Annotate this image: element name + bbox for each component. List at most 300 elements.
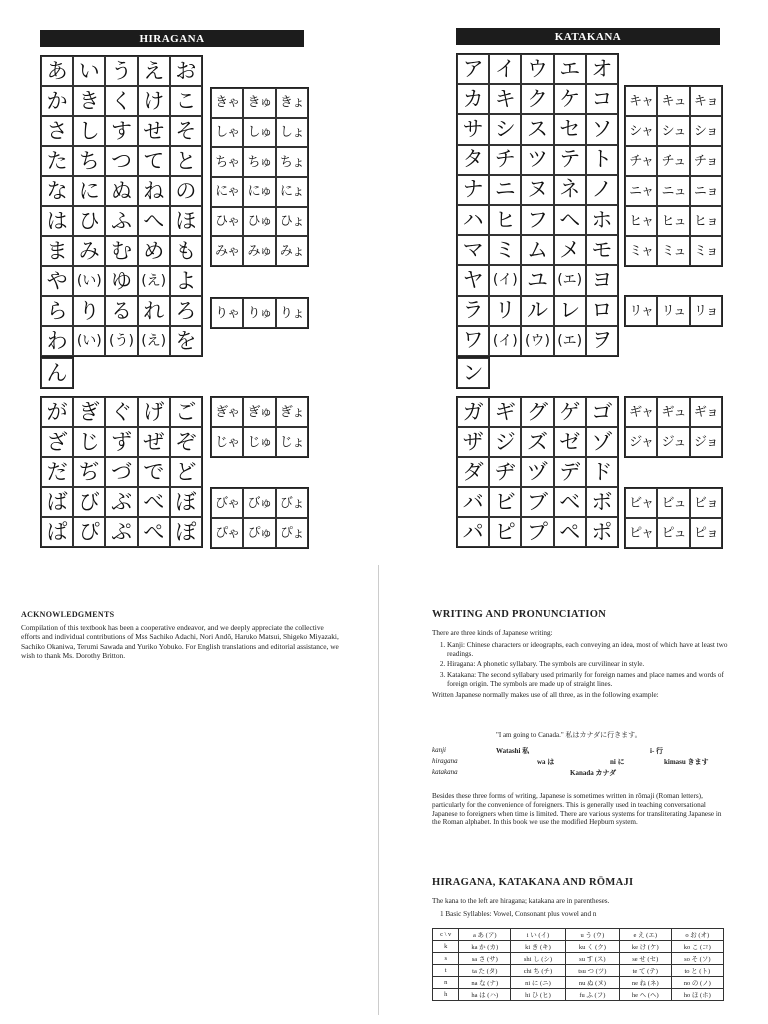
writing-example-block xyxy=(432,730,728,780)
kana-cell: りょ xyxy=(276,298,308,328)
romaji-cell: ki き (キ) xyxy=(511,941,566,953)
kana-cell: ば xyxy=(41,487,73,517)
romaji-row-consonant: s xyxy=(433,953,459,965)
hiragana-banner: HIRAGANA xyxy=(40,30,304,47)
kana-cell: びょ xyxy=(276,488,308,518)
romaji-cell: chi ち (チ) xyxy=(511,965,566,977)
katakana-combo-grid xyxy=(624,85,723,267)
kana-cell: ビュ xyxy=(657,488,689,518)
writing-intro: There are three kinds of Japanese writing: xyxy=(432,629,553,637)
word-watashi: Watashi 私 xyxy=(496,747,530,755)
kana-cell: ポ xyxy=(586,517,618,547)
romaji-cell: no の (ノ) xyxy=(671,977,723,989)
kana-cell: リョ xyxy=(690,296,722,326)
kana-cell: ぎゅ xyxy=(243,397,275,427)
kana-cell: ム xyxy=(521,235,553,265)
kana-cell: りゅ xyxy=(243,298,275,328)
kana-cell: ビョ xyxy=(690,488,722,518)
romaji-cell: na な (ナ) xyxy=(459,977,511,989)
kana-cell: げ xyxy=(138,397,170,427)
kana-cell: オ xyxy=(586,54,618,84)
kana-cell: ゲ xyxy=(554,397,586,427)
kana-cell: ネ xyxy=(554,175,586,205)
kana-cell: ハ xyxy=(457,205,489,235)
romaji-header-cell: a あ (ア) xyxy=(459,929,511,941)
romaji-header-row xyxy=(433,929,724,941)
romaji-cell: su す (ス) xyxy=(565,953,619,965)
kana-cell: ヘ xyxy=(554,205,586,235)
kana-cell: (エ) xyxy=(554,326,586,356)
example-sentence: "I am going to Canada." 私はカナダに行きます。 xyxy=(496,731,642,739)
kana-cell: て xyxy=(138,146,170,176)
kana-cell: ズ xyxy=(521,427,553,457)
kana-cell: ら xyxy=(41,296,73,326)
kana-cell: ジ xyxy=(489,427,521,457)
writing-normal: Written Japanese normally makes use of all three, as in the following example: xyxy=(432,690,659,699)
kana-cell: み xyxy=(73,236,105,266)
romaji-row-consonant: k xyxy=(433,941,459,953)
kana-cell: す xyxy=(105,116,137,146)
kana-cell: しゅ xyxy=(243,118,275,148)
kana-cell: ほ xyxy=(170,206,202,236)
kana-cell: ひ xyxy=(73,206,105,236)
kana-cell: ゴ xyxy=(586,397,618,427)
romaji-row-consonant: t xyxy=(433,965,459,977)
kana-cell: りゃ xyxy=(211,298,243,328)
kana-cell: ろ xyxy=(170,296,202,326)
kana-cell: ち xyxy=(73,146,105,176)
kana-cell: リュ xyxy=(657,296,689,326)
romaji-cell: ta た (タ) xyxy=(459,965,511,977)
kana-cell: シュ xyxy=(657,116,689,146)
kana-cell: べ xyxy=(138,487,170,517)
kana-cell: (い) xyxy=(73,326,105,356)
kana-cell: ビ xyxy=(489,487,521,517)
kana-cell: ピュ xyxy=(657,518,689,548)
katakana-voiced-combo-grid-2 xyxy=(624,487,723,549)
romaji-cell: ha は (ハ) xyxy=(459,989,511,1001)
romaji-row xyxy=(433,989,724,1001)
katakana-basic-grid xyxy=(456,53,619,357)
kana-cell: キョ xyxy=(690,86,722,116)
romaji-row-consonant: n xyxy=(433,977,459,989)
kana-cell: ご xyxy=(170,397,202,427)
kana-cell: ジョ xyxy=(690,427,722,457)
kana-cell: こ xyxy=(170,86,202,116)
kana-cell: みゅ xyxy=(243,236,275,266)
kana-cell: え xyxy=(138,56,170,86)
kana-cell: ぴょ xyxy=(276,518,308,548)
kana-cell: あ xyxy=(41,56,73,86)
kana-cell: ぎ xyxy=(73,397,105,427)
writing-list xyxy=(432,641,728,689)
kana-cell: ノ xyxy=(586,175,618,205)
kana-cell: ぢ xyxy=(73,457,105,487)
romaji-cell: fu ふ (フ) xyxy=(565,989,619,1001)
kana-cell: ヒュ xyxy=(657,206,689,236)
kana-cell: ぱ xyxy=(41,517,73,547)
romaji-cell: tsu つ (ツ) xyxy=(565,965,619,977)
romaji-sub: 1 Basic Syllables: Vowel, Consonant plus vowel and n xyxy=(440,910,597,918)
kana-cell: ラ xyxy=(457,296,489,326)
page-fold xyxy=(378,565,379,1015)
kana-cell: ザ xyxy=(457,427,489,457)
kana-cell: チ xyxy=(489,145,521,175)
romaji-cell: he へ (ヘ) xyxy=(619,989,671,1001)
kana-cell: な xyxy=(41,176,73,206)
kana-cell: か xyxy=(41,86,73,116)
kana-cell: ヌ xyxy=(521,175,553,205)
kana-cell: め xyxy=(138,236,170,266)
katakana-voiced-grid xyxy=(456,396,619,548)
romaji-header-corner: c \ v xyxy=(433,929,459,941)
kana-cell: う xyxy=(105,56,137,86)
kana-cell: だ xyxy=(41,457,73,487)
kana-cell: ひゃ xyxy=(211,207,243,237)
kana-cell: カ xyxy=(457,84,489,114)
kana-cell: テ xyxy=(554,145,586,175)
kana-cell: キャ xyxy=(625,86,657,116)
kana-cell: シ xyxy=(489,114,521,144)
kana-cell: キ xyxy=(489,84,521,114)
romaji-cell: ni に (ニ) xyxy=(511,977,566,989)
romaji-cell: ne ね (ネ) xyxy=(619,977,671,989)
writing-title: WRITING AND PRONUNCIATION xyxy=(432,609,607,620)
kana-cell: に xyxy=(73,176,105,206)
kana-cell: ヲ xyxy=(586,326,618,356)
writing-item-katakana: 3. Katakana: The second syllabary used primarily for foreign names and place names and words of foreign origin. The symbols are made up of straight lines. xyxy=(447,671,728,689)
kana-cell: プ xyxy=(521,517,553,547)
kana-cell: セ xyxy=(554,114,586,144)
kana-cell: ジュ xyxy=(657,427,689,457)
romaji-cell: ko こ (コ) xyxy=(671,941,723,953)
kana-cell: ヒ xyxy=(489,205,521,235)
romaji-cell: hi ひ (ヒ) xyxy=(511,989,566,1001)
kana-cell: ソ xyxy=(586,114,618,144)
kana-cell: ヒョ xyxy=(690,206,722,236)
kana-cell: ヤ xyxy=(457,265,489,295)
kana-cell: も xyxy=(170,236,202,266)
kana-cell: む xyxy=(105,236,137,266)
kana-cell: じょ xyxy=(276,427,308,457)
katakana-voiced-combo-grid-1 xyxy=(624,396,723,458)
kana-cell: ぺ xyxy=(138,517,170,547)
kana-cell: レ xyxy=(554,296,586,326)
kana-cell: せ xyxy=(138,116,170,146)
kana-cell: ロ xyxy=(586,296,618,326)
kana-cell: と xyxy=(170,146,202,176)
kana-cell: ど xyxy=(170,457,202,487)
romaji-cell: to と (ト) xyxy=(671,965,723,977)
acknowledgments-title: ACKNOWLEDGMENTS xyxy=(21,610,115,619)
kana-cell: キュ xyxy=(657,86,689,116)
kana-cell: ウ xyxy=(521,54,553,84)
writing-item-hiragana: 2. Hiragana: A phonetic syllabary. The symbols are curvilinear in style. xyxy=(447,660,728,669)
kana-cell: ぴゃ xyxy=(211,518,243,548)
hiragana-voiced-combo-grid-1 xyxy=(210,396,309,458)
hiragana-combo-grid xyxy=(210,87,309,267)
hiragana-basic-grid xyxy=(40,55,203,357)
label-katakana: katakana xyxy=(432,768,458,776)
kana-cell: ス xyxy=(521,114,553,144)
kana-cell: を xyxy=(170,326,202,356)
kana-cell: ぼ xyxy=(170,487,202,517)
kana-cell: お xyxy=(170,56,202,86)
kana-cell: チュ xyxy=(657,146,689,176)
katakana-combo-r-grid xyxy=(624,295,723,327)
kana-cell: モ xyxy=(586,235,618,265)
romaji-note: The kana to the left are hiragana; katakana are in parentheses. xyxy=(432,897,610,905)
kana-cell: ペ xyxy=(554,517,586,547)
romaji-cell: ke け (ケ) xyxy=(619,941,671,953)
kana-cell: チョ xyxy=(690,146,722,176)
romaji-header-cell: e え (エ) xyxy=(619,929,671,941)
kana-cell: ぽ xyxy=(170,517,202,547)
hiragana-combo-r-grid xyxy=(210,297,309,329)
kana-cell: びゅ xyxy=(243,488,275,518)
kana-cell: ピ xyxy=(489,517,521,547)
kana-cell: ぬ xyxy=(105,176,137,206)
word-wa: wa は xyxy=(537,758,555,766)
kana-cell: ピョ xyxy=(690,518,722,548)
kana-cell: ヂ xyxy=(489,457,521,487)
romaji-row xyxy=(433,953,724,965)
kana-cell: ちゃ xyxy=(211,147,243,177)
romaji-cell: nu ぬ (ヌ) xyxy=(565,977,619,989)
kana-cell: ニュ xyxy=(657,176,689,206)
kana-cell: じゅ xyxy=(243,427,275,457)
kana-cell: ミョ xyxy=(690,236,722,266)
kana-cell: ボ xyxy=(586,487,618,517)
kana-cell: パ xyxy=(457,517,489,547)
romaji-row xyxy=(433,977,724,989)
kana-cell: づ xyxy=(105,457,137,487)
kana-cell: しゃ xyxy=(211,118,243,148)
romaji-header-cell: i い (イ) xyxy=(511,929,566,941)
kana-cell: ツ xyxy=(521,145,553,175)
kana-cell: し xyxy=(73,116,105,146)
kana-cell: イ xyxy=(489,54,521,84)
kana-cell: わ xyxy=(41,326,73,356)
kana-cell: ミュ xyxy=(657,236,689,266)
hiragana-voiced-grid xyxy=(40,396,203,548)
kana-cell: リャ xyxy=(625,296,657,326)
kana-cell: みょ xyxy=(276,236,308,266)
word-kanada: Kanada カナダ xyxy=(570,769,617,777)
kana-cell: ぴゅ xyxy=(243,518,275,548)
romaji-table xyxy=(432,928,724,1001)
kana-cell: ガ xyxy=(457,397,489,427)
romaji-row xyxy=(433,965,724,977)
kana-cell: ワ xyxy=(457,326,489,356)
kana-cell: ア xyxy=(457,54,489,84)
kana-cell: ミ xyxy=(489,235,521,265)
kana-cell: ね xyxy=(138,176,170,206)
kana-cell: シャ xyxy=(625,116,657,146)
kana-cell: ギュ xyxy=(657,397,689,427)
kana-cell: ギ xyxy=(489,397,521,427)
kana-cell: みゃ xyxy=(211,236,243,266)
kana-cell: ピャ xyxy=(625,518,657,548)
kana-cell: (イ) xyxy=(489,326,521,356)
kana-cell: り xyxy=(73,296,105,326)
romaji-title: HIRAGANA, KATAKANA AND RŌMAJI xyxy=(432,877,634,888)
katakana-banner: KATAKANA xyxy=(456,28,720,45)
kana-cell: (エ) xyxy=(554,265,586,295)
kana-cell: ク xyxy=(521,84,553,114)
kana-cell: い xyxy=(73,56,105,86)
romaji-cell: ku く (ク) xyxy=(565,941,619,953)
kana-cell: る xyxy=(105,296,137,326)
kana-cell: ざ xyxy=(41,427,73,457)
kana-cell: れ xyxy=(138,296,170,326)
kana-cell: にゃ xyxy=(211,177,243,207)
kana-cell: メ xyxy=(554,235,586,265)
kana-cell: きょ xyxy=(276,88,308,118)
kana-cell: た xyxy=(41,146,73,176)
kana-cell: (ウ) xyxy=(521,326,553,356)
kana-cell: ホ xyxy=(586,205,618,235)
kana-cell: ぶ xyxy=(105,487,137,517)
kana-cell: ジャ xyxy=(625,427,657,457)
kana-cell: バ xyxy=(457,487,489,517)
kana-cell: サ xyxy=(457,114,489,144)
kana-cell: エ xyxy=(554,54,586,84)
kana-cell: デ xyxy=(554,457,586,487)
kana-cell: ヒャ xyxy=(625,206,657,236)
kana-cell: ん xyxy=(41,358,73,388)
kana-cell: ず xyxy=(105,427,137,457)
romaji-cell: sa さ (サ) xyxy=(459,953,511,965)
word-ni: ni に xyxy=(610,758,625,766)
writing-besides: Besides these three forms of writing, Japanese is sometimes written in rōmaji (Roman letters), particularly for the convenience of foreigners. This is generally used in teaching conversational Japanese to foreigners when time is limited. There are various systems for transliterating Japanese in the Roman alphabet. In this book we use the modified Hepburn system. xyxy=(432,792,722,827)
romaji-cell: te て (テ) xyxy=(619,965,671,977)
katakana-n-cell xyxy=(456,357,490,389)
kana-cell: チャ xyxy=(625,146,657,176)
kana-cell: ふ xyxy=(105,206,137,236)
kana-cell: ダ xyxy=(457,457,489,487)
kana-cell: よ xyxy=(170,266,202,296)
kana-cell: きゃ xyxy=(211,88,243,118)
kana-cell: (え) xyxy=(138,266,170,296)
kana-cell: にょ xyxy=(276,177,308,207)
kana-cell: ゼ xyxy=(554,427,586,457)
kana-cell: じ xyxy=(73,427,105,457)
kana-cell: びゃ xyxy=(211,488,243,518)
kana-cell: ぎゃ xyxy=(211,397,243,427)
kana-cell: ニャ xyxy=(625,176,657,206)
romaji-cell: so そ (ソ) xyxy=(671,953,723,965)
kana-cell: ひょ xyxy=(276,207,308,237)
kana-cell: へ xyxy=(138,206,170,236)
kana-cell: そ xyxy=(170,116,202,146)
kana-cell: グ xyxy=(521,397,553,427)
romaji-cell: se せ (セ) xyxy=(619,953,671,965)
kana-cell: ぜ xyxy=(138,427,170,457)
kana-cell: び xyxy=(73,487,105,517)
kana-cell: ギャ xyxy=(625,397,657,427)
hiragana-voiced-combo-grid-2 xyxy=(210,487,309,549)
kana-cell: ベ xyxy=(554,487,586,517)
romaji-row xyxy=(433,941,724,953)
kana-cell: (え) xyxy=(138,326,170,356)
kana-cell: は xyxy=(41,206,73,236)
kana-cell: け xyxy=(138,86,170,116)
romaji-cell: ho ほ (ホ) xyxy=(671,989,723,1001)
kana-cell: ヅ xyxy=(521,457,553,487)
kana-cell: ショ xyxy=(690,116,722,146)
kana-cell: く xyxy=(105,86,137,116)
romaji-header-cell: u う (ウ) xyxy=(565,929,619,941)
kana-cell: ちょ xyxy=(276,147,308,177)
kana-cell: しょ xyxy=(276,118,308,148)
kana-cell: ニ xyxy=(489,175,521,205)
kana-cell: や xyxy=(41,266,73,296)
kana-cell: き xyxy=(73,86,105,116)
kana-cell: コ xyxy=(586,84,618,114)
writing-item-kanji: 1. Kanji: Chinese characters or ideographs, each conveying an idea, most of which have at least two readings. xyxy=(447,641,728,659)
label-kanji: kanji xyxy=(432,746,446,754)
kana-cell: ギョ xyxy=(690,397,722,427)
kana-cell: ぷ xyxy=(105,517,137,547)
kana-cell: ぎょ xyxy=(276,397,308,427)
acknowledgments-body: Compilation of this textbook has been a cooperative endeavor, and we deeply appreciate the collective efforts and individual contributions of Mss Sachiko Adachi, Nori Andō, Haruko Matsui, Shigeko Miyazaki, Sachiko Okaniwa, Terumi Sawada and Yuriko Yobuko. For English translations and editorial assistance, we wish to thank Ms. Dorothy Britton. xyxy=(21,623,339,661)
kana-cell: の xyxy=(170,176,202,206)
kana-cell: ド xyxy=(586,457,618,487)
kana-cell: ひゅ xyxy=(243,207,275,237)
kana-cell: ぞ xyxy=(170,427,202,457)
kana-cell: さ xyxy=(41,116,73,146)
romaji-header-cell: o お (オ) xyxy=(671,929,723,941)
kana-cell: リ xyxy=(489,296,521,326)
kana-cell: つ xyxy=(105,146,137,176)
kana-cell: ぴ xyxy=(73,517,105,547)
kana-cell: ブ xyxy=(521,487,553,517)
kana-cell: ミャ xyxy=(625,236,657,266)
kana-cell: で xyxy=(138,457,170,487)
kana-cell: ン xyxy=(457,358,489,388)
kana-cell: (う) xyxy=(105,326,137,356)
hiragana-n-cell xyxy=(40,357,74,389)
kana-cell: にゅ xyxy=(243,177,275,207)
kana-cell: (イ) xyxy=(489,265,521,295)
kana-cell: マ xyxy=(457,235,489,265)
kana-cell: ナ xyxy=(457,175,489,205)
kana-cell: ゾ xyxy=(586,427,618,457)
romaji-cell: shi し (シ) xyxy=(511,953,566,965)
kana-cell: ニョ xyxy=(690,176,722,206)
romaji-cell: ka か (カ) xyxy=(459,941,511,953)
kana-cell: ゆ xyxy=(105,266,137,296)
kana-cell: じゃ xyxy=(211,427,243,457)
kana-cell: タ xyxy=(457,145,489,175)
kana-cell: ビャ xyxy=(625,488,657,518)
word-i: i- 行 xyxy=(650,747,664,755)
kana-cell: フ xyxy=(521,205,553,235)
kana-cell: ト xyxy=(586,145,618,175)
word-kimasu: kimasu きます xyxy=(664,758,709,766)
kana-cell: ヨ xyxy=(586,265,618,295)
kana-cell: ま xyxy=(41,236,73,266)
kana-cell: ケ xyxy=(554,84,586,114)
kana-cell: ル xyxy=(521,296,553,326)
kana-cell: ぐ xyxy=(105,397,137,427)
kana-cell: ちゅ xyxy=(243,147,275,177)
writing-section xyxy=(432,629,728,700)
label-hiragana: hiragana xyxy=(432,757,458,765)
romaji-row-consonant: h xyxy=(433,989,459,1001)
kana-cell: (い) xyxy=(73,266,105,296)
